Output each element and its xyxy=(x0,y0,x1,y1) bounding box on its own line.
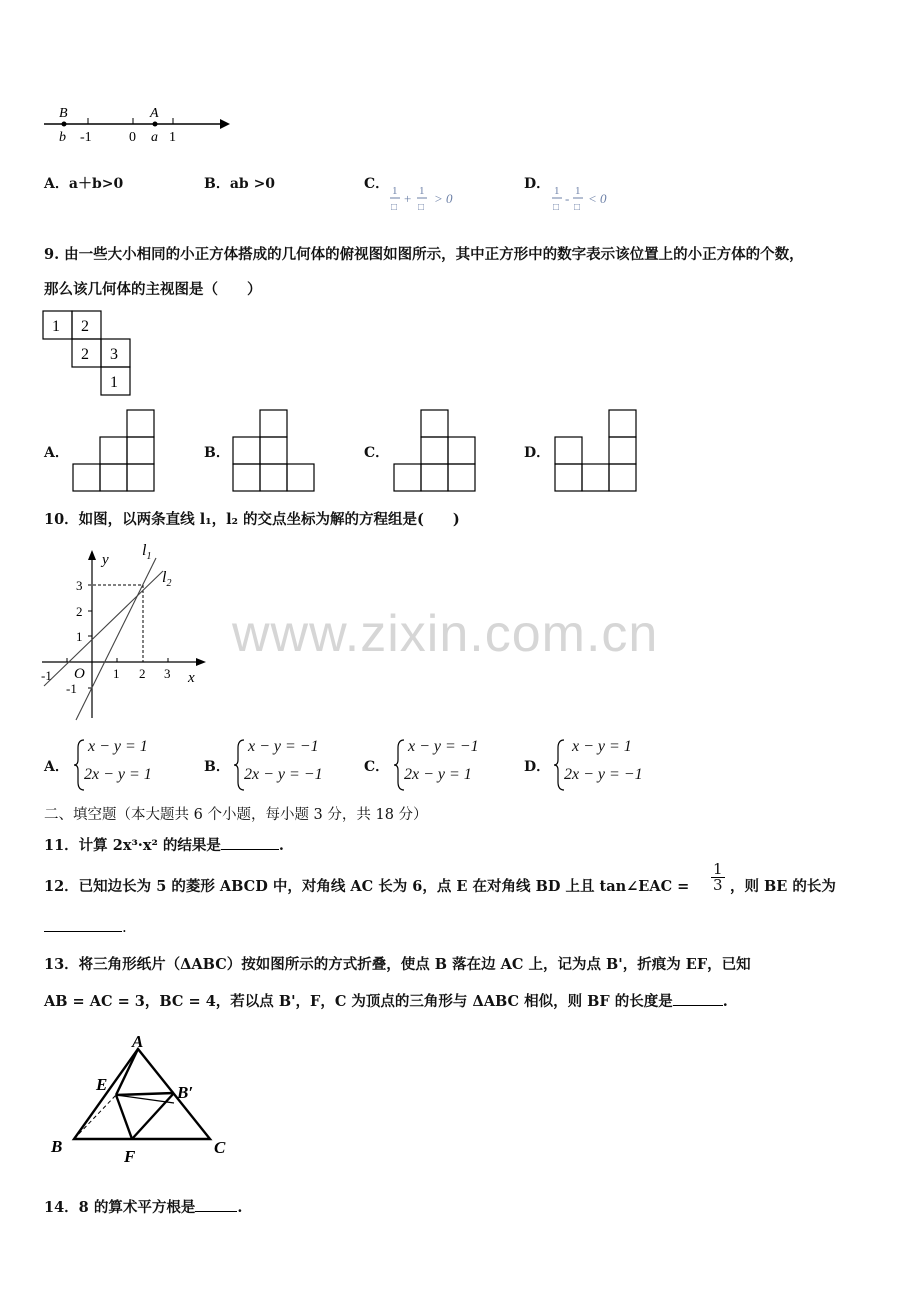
eq1: x − y = 1 xyxy=(572,738,632,755)
eq1: x − y = 1 xyxy=(88,738,148,755)
eq2: 2x − y = 1 xyxy=(84,766,152,783)
line-l1 xyxy=(76,558,156,720)
q9-line2: 那么该几何体的主视图是（ ） xyxy=(44,281,262,298)
option-label: D． xyxy=(524,759,551,775)
label-zero: 0 xyxy=(129,130,136,145)
eq2: 2x − y = 1 xyxy=(404,766,472,783)
q13-line2-text: AB = AC = 3，BC = 4，若以点 B'，F，C 为顶点的三角形与 ΔABC 相似，则 BF 的长度是 xyxy=(44,993,673,1010)
tick-y-neg1: -1 xyxy=(66,681,77,696)
option-label: B． xyxy=(204,176,230,192)
q11-text: 11．计算 2x³·x² 的结果是 xyxy=(44,837,221,854)
svg-text:-: - xyxy=(565,191,570,206)
eq2: 2x − y = −1 xyxy=(244,766,323,783)
arrow-right-icon xyxy=(220,119,230,129)
q13-line1: 13．将三角形纸片（ΔABC）按如图所示的方式折叠，使点 B 落在边 AC 上，记为点 B'，折痕为 EF，已知 xyxy=(44,956,751,973)
eq2: 2x − y = −1 xyxy=(564,766,643,783)
label-B: B xyxy=(59,106,68,121)
q12-answer xyxy=(44,917,127,936)
q8-option-a[interactable] xyxy=(44,173,123,193)
svg-text:□: □ xyxy=(391,202,398,213)
label-Bprime: B′ xyxy=(177,1083,194,1102)
y-arrow-icon xyxy=(88,550,96,560)
svg-text:1: 1 xyxy=(392,185,398,197)
q9-line1: 9. 由一些大小相同的小正方体搭成的几何体的俯视图如图所示，其中正方形中的数字表示该位置上的小正方体的个数， xyxy=(44,246,804,263)
label-A: A xyxy=(132,1035,144,1051)
option-label: C． xyxy=(364,176,390,192)
label-x: x xyxy=(188,670,195,686)
frac-denominator: 3 xyxy=(713,876,723,894)
label-A: A xyxy=(150,106,159,121)
q11 xyxy=(44,834,284,855)
tick-y-3: 3 xyxy=(76,578,83,593)
point-b xyxy=(62,122,67,127)
svg-text:1: 1 xyxy=(575,185,581,197)
q13-end: . xyxy=(722,993,728,1010)
tick-y-2: 2 xyxy=(76,604,83,619)
svg-text:< 0: < 0 xyxy=(588,191,607,206)
label-l1: $l_1$ xyxy=(142,542,152,562)
section-title: 二、填空题（本大题共 6 个小题，每小题 3 分，共 18 分） xyxy=(44,807,428,823)
label-a: a xyxy=(151,130,158,145)
q9-option-b[interactable]: B． xyxy=(204,445,230,461)
label-b: b xyxy=(59,130,66,145)
cell-r2c2: 2 xyxy=(81,346,89,363)
option-label: D． xyxy=(524,176,551,192)
q8-option-b[interactable] xyxy=(204,173,275,193)
frac-numerator: 1 xyxy=(713,860,723,878)
q10-graph xyxy=(38,538,213,723)
svg-text:> 0: > 0 xyxy=(434,191,453,206)
option-label: B． xyxy=(204,759,230,775)
label-y: y xyxy=(102,552,109,568)
option-label: A． xyxy=(44,176,69,192)
label-F: F xyxy=(124,1147,136,1165)
label-origin: O xyxy=(74,666,85,682)
cell-r1c1: 1 xyxy=(52,318,60,335)
label-C: C xyxy=(214,1138,226,1157)
svg-text:1: 1 xyxy=(554,185,560,197)
q8-option-d-formula xyxy=(550,180,630,216)
label-l2: $l_2$ xyxy=(162,569,172,589)
cell-r2c3: 3 xyxy=(110,346,118,363)
q9-option-c-figure xyxy=(393,409,479,493)
q13-line2 xyxy=(44,990,728,1011)
q12-text: 12．已知边长为 5 的菱形 ABCD 中，对角线 AC 长为 6，点 E 在对角线 BD 上且 tan∠EAC = xyxy=(44,878,690,895)
svg-text:1: 1 xyxy=(419,185,425,197)
svg-text:□: □ xyxy=(418,202,425,213)
q14-end: . xyxy=(237,1199,243,1216)
cell-r1c2: 2 xyxy=(81,318,89,335)
q9-option-d[interactable]: D． xyxy=(524,445,551,461)
q14-answer-blank[interactable] xyxy=(195,1197,237,1212)
q9-option-b-figure xyxy=(232,409,318,493)
q12-answer-blank[interactable] xyxy=(44,917,122,932)
cell-r3c3: 1 xyxy=(110,374,118,391)
q8-option-c-formula xyxy=(388,180,468,216)
x-arrow-icon xyxy=(196,658,206,666)
q12-end: . xyxy=(122,918,127,936)
watermark: www.zixin.com.cn xyxy=(232,605,659,663)
q13-triangle-figure xyxy=(44,1035,244,1165)
tick-x-3: 3 xyxy=(164,666,171,681)
q8-option-c[interactable] xyxy=(364,173,389,193)
q12-fraction xyxy=(711,862,725,893)
svg-text:□: □ xyxy=(553,202,560,213)
tick-x-2: 2 xyxy=(139,666,146,681)
q9-option-d-figure xyxy=(554,409,640,493)
q9-option-c[interactable]: C． xyxy=(364,445,390,461)
q11-end: . xyxy=(278,837,284,854)
q14 xyxy=(44,1196,242,1217)
q8-option-d[interactable] xyxy=(524,173,550,193)
number-line-figure xyxy=(40,100,240,148)
svg-text:□: □ xyxy=(574,202,581,213)
q12-suffix: ，则 BE 的长为 xyxy=(730,878,836,895)
tick-x-1: 1 xyxy=(113,666,120,681)
option-text: ab >0 xyxy=(229,176,276,192)
q13-answer-blank[interactable] xyxy=(673,991,723,1006)
q14-text: 14．8 的算术平方根是 xyxy=(44,1199,196,1216)
q9-option-a-figure xyxy=(72,409,158,493)
eq1: x − y = −1 xyxy=(408,738,479,755)
q9-top-view-grid xyxy=(42,310,134,398)
label-E: E xyxy=(96,1075,108,1094)
label-B: B xyxy=(51,1137,63,1156)
option-label: A． xyxy=(44,759,69,775)
q9-option-a[interactable]: A． xyxy=(44,445,69,461)
tick-x-neg1: -1 xyxy=(41,668,52,683)
svg-text:+: + xyxy=(404,191,412,206)
q10-line: 10．如图，以两条直线 l₁，l₂ 的交点坐标为解的方程组是( ) xyxy=(44,511,460,528)
label-neg1: -1 xyxy=(80,130,92,145)
q11-answer-blank[interactable] xyxy=(221,835,279,850)
tick-y-1: 1 xyxy=(76,629,83,644)
point-a xyxy=(153,122,158,127)
option-text: a＋b>0 xyxy=(68,176,124,192)
option-label: C． xyxy=(364,759,390,775)
label-one: 1 xyxy=(169,130,176,145)
eq1: x − y = −1 xyxy=(248,738,319,755)
